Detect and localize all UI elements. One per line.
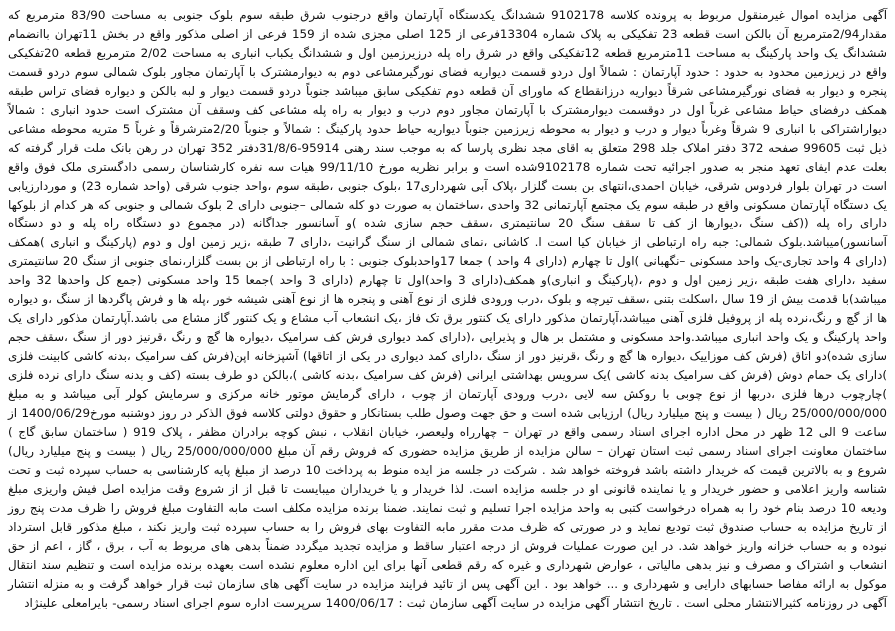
auction-notice-text: آگهی مزایده اموال غیرمنقول مربوط به پرونده کلاسه 9102178 ششدانگ یکدستگاه آپارتمان واقع درجنوب شرق طبقه سوم بلوک جنوبی به مساحت 83/90 مترمربع که مقدار2/94مترمربع آن بالکن است قطعه 23 تفکیکی به پلاک شماره 13304فرعی از 125 اصلی مجزی شده از 159 فرعی از اصلی مذکور واقع در بخش 11تهران باانضمام ششدانگ یک واحد پارکینگ به مساحت 11مترمربع قطعه 12تفکیکی واقع در شرق راه پله درزیرزمین اول و ششدانگ یکباب انباری به مساحت 2/02 مترمربع قطعه 20تفکیکی واقع در زیرزمین محدود به حدود : حدود آپارتمان : شمالاً اول دردو قسمت دیواریه فضای نورگیرمشاعی دوم به دیوارمشترک با آپارتمان مجاور بلوک شمالی سوم دردو قسمت پنجره و دیوار به فضای نورگیرمشاعی شرقاً دیواریه درزانقطاع که ماورای آن قطعه دوم تفکیکی سابق میباشد جنوباً دردو قسمت دیوار و لبه بالکن و دیواره فضای تراس طبقه همکف درفضای حیاط مشاعی غرباً اول در دوقسمت دیوارمشترک با آپارتمان مجاور دوم درب و دیوار به راه پله مشاعی کف وسقف آن مشترک است حدود انباری : شمالاً دیواراشتراکی با انباری 9 شرقاً وغرباً دیوار و درب و دیوار به محوطه زیرزمین جنوباً دیواریه حیاط حدود پارکینگ : شمالاً و جنوباً 2/20مترشرقاً و غرباً 5 متریه محوطه مشاعی ذیل ثبت 99605 صفحه 372 دفتر املاک جلد 298 متعلق به اقای مجد نظری پارسا که به موجب سند رهنی 95914-31/8/6دفتر 352 تهران در رهن بانک ملت قرار گرفته که بعلت عدم ایفای تعهد منجر به صدور اجرائیه تحت شماره 9102178شده است و برابر نظریه مورخ 99/11/10 هیات سه نفره کارشناسان رسمی دادگستری ملک فوق واقع است در تهران بلوار فردوس شرقی، خیابان احمدی،انتهای بن بست گلزار ،پلاک آبی شهرداری17 ،بلوک جنوبی ،طبقه سوم ،واحد جنوب شرقی (واحد شماره 23) و موردارزیابی یک دستگاه آپارتمان مسکونی واقع در طبقه سوم یک مجتمع آپارتمانی 32 واحدی ،ساختمان به صورت دو کله شمالی –جنوبی دارای 2 بلوک شمالی و جنوبی که هر کدام از بلوکها دارای راه پله ((کف سنگ ،دیوارها از کف تا سقف سنگ 20 سانتیمتری ،سقف حجم سازی شده )و آسانسور جداگانه (در مجموع دو دستگاه راه پله و دو دستگاه آسانسور)میباشد.بلوک شمالی: جبه راه ارتباطی از خیابان کیا است ا. کاشانی ،نمای شمالی از سنگ گرانیت ،دارای 7 طبقه ،زیر زمین اول و دوم (پارکینگ و انباری )همکف (دارای 4 واحد تجاری-یک واحد مسکونی –نگهبانی )اول تا چهارم (دارای 4 واحد ) جمعا 17واحدبلوک جنوبی : با راه ارتباطی از بن بست گلزار،نمای جنوبی از سنگ 20 سانتیمتری سفید ،دارای هفت طبقه ،زیر زمین اول و دوم ،(پارکینگ و انباری)و همکف(دارای 3 واحد)اول تا چهارم (دارای 3 واحد )جمعا 15 واحد مسکونی (جمع کل واحدها 32 واحد میباشد)با قدمت بیش از 19 سال ،اسکلت بتنی ،سقف تیرچه و بلوک ،درب ورودی فلزی از نوع آهنی و پنجره ها از نوع آهنی شیشه خور ،پله ها و فرش پاگردها از سنگ ،و دیواره ها از گچ و رنگ،نرده پله از پروفیل فلزی آهنی میباشد،آپارتمان مذکور دارای یک کنتور برق تک فاز ،یک انشعاب آب مشاع و یک کنتور گاز مشاع می باشد.آپارتمان مذکور دارای یک واحد پارکینگ و یک واحد انباری میباشد.واحد مسکونی و مشتمل بر هال و پذیرایی ،(دارای کمد دیواری فرش کف سرامیک ،دیواره ها گچ و رنگ ،قرنیز دور از سنگ ،سقف حجم سازی شده)دو اتاق (فرش کف موزاییک ،دیواره ها گچ و رنگ ،قرنیز دور از سنگ ،دارای کمد دیواری در یکی از اتاقها) آشپزخانه اپن(فرش کف سرامیک ،بدنه کاشی کابینت فلزی )دارای یک حمام دوش (فرش کف سرامیک بدنه کاشی )یک سرویس بهداشتی ایرانی (فرش کف سرامیک ،بدنه کاشی )،بالکن دو طرف بسته (کف و بدنه سنگ دارای نرده فلزی )چارچوب درها فلزی ،دربها از نوع چوبی با روکش سه لایی ،درب ورودی آپارتمان از چوب ، دارای گرمایش موتور خانه مرکزی و سرمایش کولر آبی میباشد و به مبلغ 25/000/000/000 ریال ( بیست و پنج میلیارد ریال) ارزیابی شده است و حق جهت وصول طلب بستانکار و حقوق دولتی کلاسه فوق الذکر در روز دوشنبه مورخ1400/06/29 از ساعت 9 الی 12 ظهر در محل اداره اجرای اسناد رسمی واقع در تهران – چهارراه ولیعصر، خیابان انقلاب ، نبش کوچه برادران مظفر ، پلاک 919 ( ساختمان سابق گاج ) ساختمان معاونت اجرای اسناد رسمی ثبت استان تهران – سالن مزایده از طریق مزایده حضوری که فروش رقم آن مبلغ 25/000/000/000 ریال ( بیست و پنج میلیارد ریال) شروع و به بالاترین قیمت که خریدار داشته باشد فروخته خواهد شد . شرکت در جلسه مز ایده منوط به پرداخت 10 درصد از مبلغ پایه کارشناسی به حساب سپرده ثبت و تحت شناسه واریز اعلامی و حضور خریدار و یا نماینده قانونی او در جلسه مزایده است. لذا خریدار و یا خریداران میبایست تا قبل از از شروع وقت مزایده اصل فیش واریزی مبلغ ودیعه 10 درصد بنام خود را به همراه درخواست کتبی به واحد مزایده اجرا تسلیم و ثبت نمایند. ضمنا برنده مزایده مکلف است مابه التفاوت مبلغ فروش را ظرف مدت پنج روز از تاریخ مزایده به حساب صندوق ثبت تودیع نماید و در صورتی که ظرف مدت مقرر مابه التفاوت بهای فروش را به حساب سپرده ثبت واریز نکند ، مبلغ مذکور قابل استرداد نبوده و به حساب خزانه واریز خواهد شد. در این صورت عملیات فروش از درجه اعتبار ساقط و مزایده تجدید میگردد ضمناً بدهی های مربوط به آب ، برق ، گاز ، اعم از حق انشعاب و اشتراک و مصرف و نیز بدهی مالیاتی ، عوارض شهرداری و غیره که رقم قطعی آنها برای این اداره معلوم نشده است بعهده برنده مزایده است و تنظیم سند انتقال موکول به ارائه مفاصا حسابهای دارایی و شهرداری و ... خواهد بود . این آگهی پس از تائید فرایند مزایده در سایت آگهی های سازمان ثبت قرار خواهد گرفت و به منزله انتشار آگهی در روزنامه کثیرالانتشار محلی است . تاریخ انتشار آگهی مزایده در سایت آگهی سازمان ثبت : 1400/06/17 سرپرست اداره سوم اجرای اسناد رسمی- بایرامعلی علینژاد	[8, 8, 888, 610]
